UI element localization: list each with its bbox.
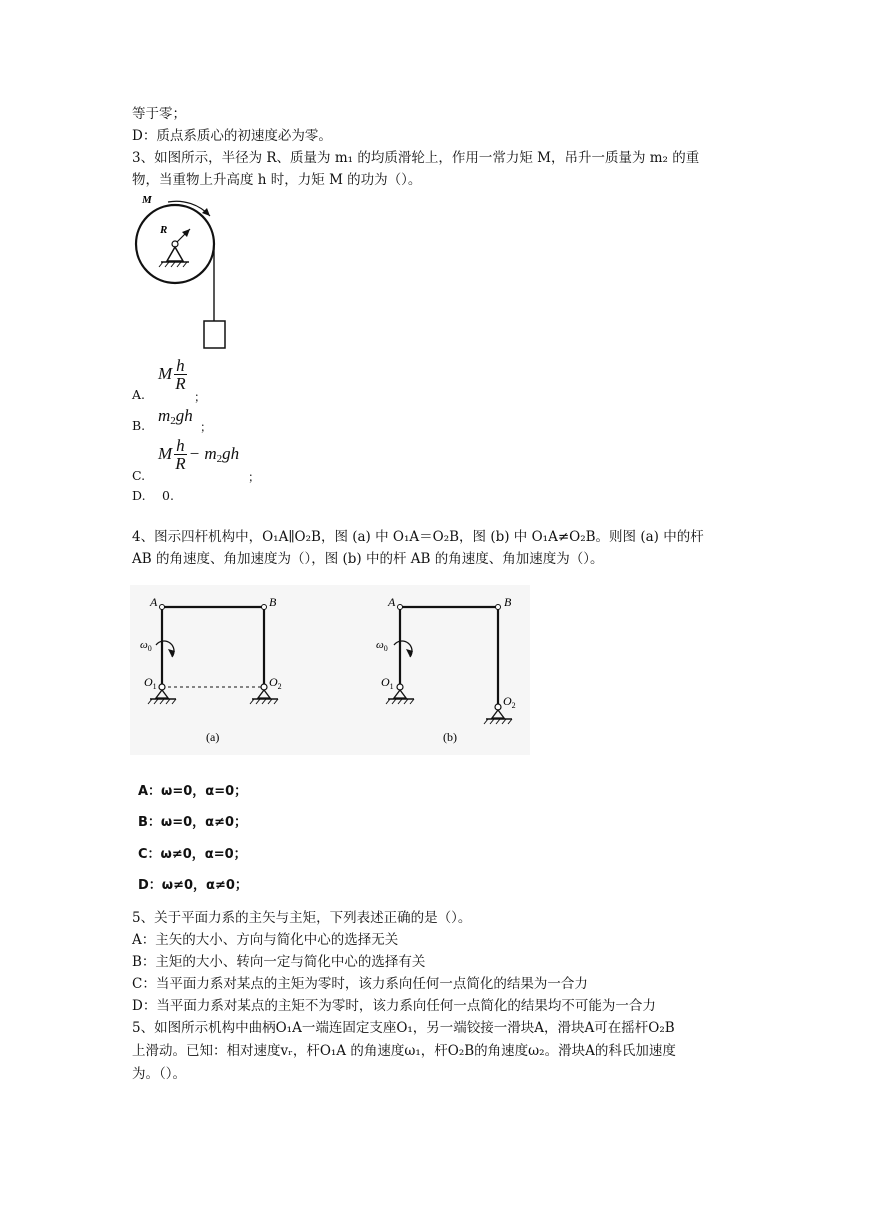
answer-option: A：ω=0，α=0； bbox=[138, 784, 248, 799]
caption-b: (b) bbox=[443, 730, 457, 744]
question-6-line: 上滑动。已知：相对速度vᵣ，杆O₁A 的角速度ω₁，杆O₂B的角速度ω₂。滑块A的科氏加速度 bbox=[132, 1043, 676, 1059]
option-a-label: A. bbox=[132, 387, 146, 402]
option-b-formula: $m_2gh$ bbox=[158, 406, 193, 427]
four-bar-figure bbox=[130, 585, 530, 755]
question-3-line-1: 3、如图所示，半径为 R、质量为 m₁ 的均质滑轮上，作用一常力矩 M，吊升一质量为 m₂ 的重 bbox=[132, 150, 700, 166]
question-4-line-1: 4、图示四杆机构中，O₁A∥O₂B，图 (a) 中 O₁A＝O₂B，图 (b) 中 O₁A≠O₂B。则图 (a) 中的杆 bbox=[132, 529, 704, 545]
pulley-figure bbox=[130, 190, 240, 355]
label-a: A bbox=[150, 595, 158, 609]
semicolon: ； bbox=[194, 390, 207, 404]
option-a-formula: M $\frac{h}{R}$ bbox=[158, 356, 186, 393]
semicolon: ； bbox=[200, 420, 213, 434]
option-c-formula: M $\frac{h}{R}$ − $m_2gh$ bbox=[158, 436, 240, 473]
moment-label: M bbox=[142, 194, 152, 206]
question-4-line-2: AB 的角速度、角加速度为（），图 (b) 中的杆 AB 的角速度、角加速度为（）。 bbox=[132, 551, 604, 567]
option-c-label: C. bbox=[132, 468, 146, 483]
option-d-label: D. bbox=[132, 488, 146, 503]
caption-a: (a) bbox=[206, 730, 220, 744]
question-5-line: 5、关于平面力系的主矢与主矩，下列表述正确的是（）。 bbox=[132, 910, 472, 926]
question-5-line: C：当平面力系对某点的主矩为零时，该力系向任何一点简化的结果为一合力 bbox=[132, 976, 588, 992]
radius-label: R bbox=[160, 224, 168, 236]
label-b: B bbox=[269, 595, 277, 609]
option-b-label: B. bbox=[132, 418, 146, 433]
label-o1: $O_1$ bbox=[381, 675, 394, 691]
question-3-line-2: 物，当重物上升高度 h 时，力矩 M 的功为（）。 bbox=[132, 172, 422, 188]
label-b: B bbox=[504, 595, 512, 609]
question-5-line: A：主矢的大小、方向与简化中心的选择无关 bbox=[132, 932, 399, 948]
omega-label: $\omega_0$ bbox=[376, 639, 388, 653]
answer-option: C：ω≠0，α=0； bbox=[138, 847, 247, 862]
answer-option: D：ω≠0，α≠0； bbox=[138, 878, 248, 893]
semicolon: ； bbox=[248, 470, 261, 484]
label-o2: $O_2$ bbox=[503, 694, 516, 710]
question-5-line: D：当平面力系对某点的主矩不为零时，该力系向任何一点简化的结果均不可能为一合力 bbox=[132, 998, 656, 1014]
label-o1: $O_1$ bbox=[144, 675, 157, 691]
label-o2: $O_2$ bbox=[269, 675, 282, 691]
text-line: 等于零； bbox=[132, 106, 186, 122]
option-d-value: 0. bbox=[162, 488, 174, 503]
label-a: A bbox=[388, 595, 396, 609]
question-6-line: 5、如图所示机构中曲柄O₁A一端连固定支座O₁，另一端铰接一滑块A，滑块A可在摇杆O₂B bbox=[132, 1020, 675, 1036]
omega-label: $\omega_0$ bbox=[140, 639, 152, 653]
question-5-line: B：主矩的大小、转向一定与简化中心的选择有关 bbox=[132, 954, 426, 970]
text-line: D：质点系质心的初速度必为零。 bbox=[132, 128, 332, 144]
answer-option: B：ω=0，α≠0； bbox=[138, 815, 248, 830]
question-6-line: 为。（）。 bbox=[132, 1066, 186, 1082]
